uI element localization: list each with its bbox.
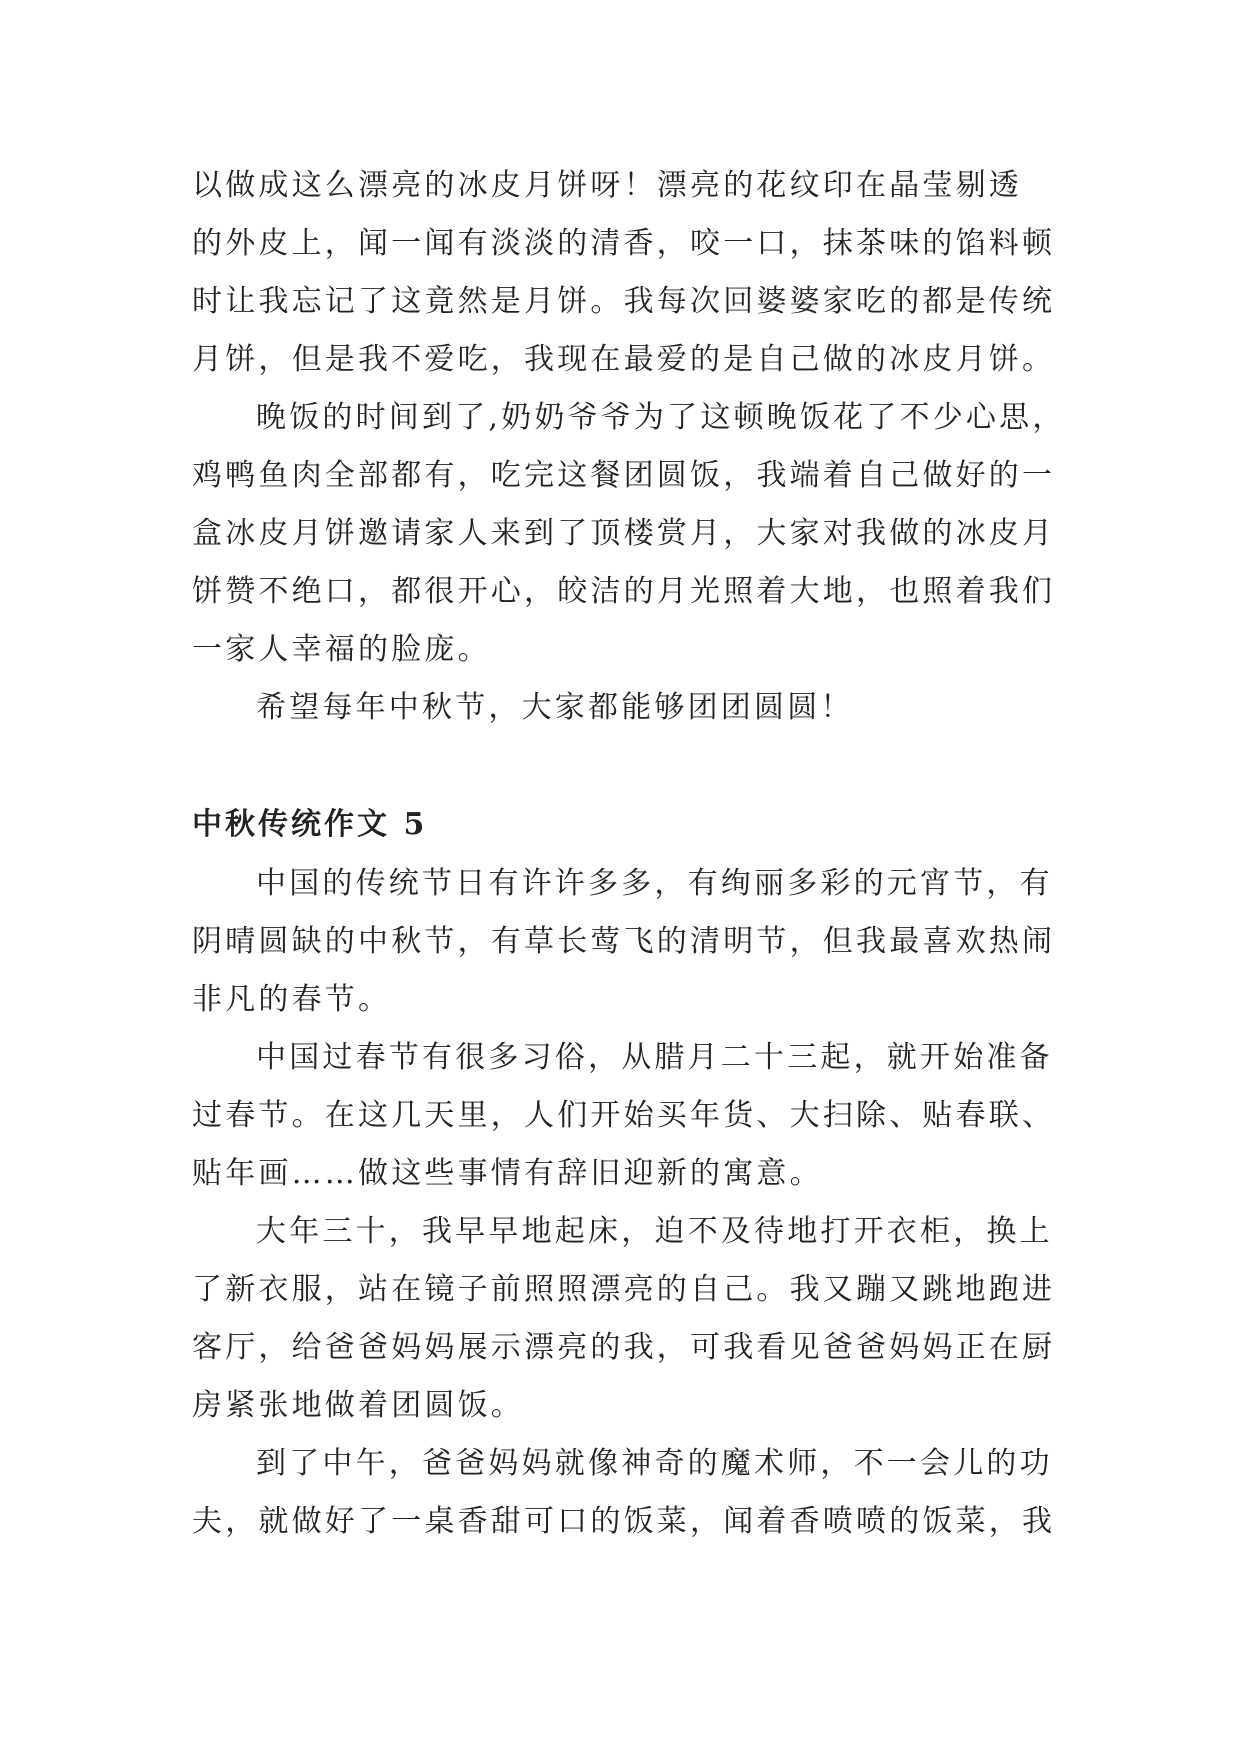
paragraph xyxy=(192,679,1072,737)
text-line: 以做成这么漂亮的冰皮月饼呀！漂亮的花纹印在晶莹剔透 xyxy=(192,168,1022,203)
text-line: 的外皮上，闻一闻有淡淡的清香，咬一口，抹茶味的馅料顿 xyxy=(192,226,1056,261)
text-line: 鸡鸭鱼肉全部都有，吃完这餐团圆饭，我端着自己做好的一 xyxy=(192,458,1056,493)
text-line: 中国的传统节日有许许多多，有绚丽多彩的元宵节，有 xyxy=(256,866,1053,901)
text-line: 客厅，给爸爸妈妈展示漂亮的我，可我看见爸爸妈妈正在厨 xyxy=(192,1330,1056,1365)
text-line: 盒冰皮月饼邀请家人来到了顶楼赏月，大家对我做的冰皮月 xyxy=(192,516,1056,551)
text-line: 到了中午，爸爸妈妈就像神奇的魔术师，不一会儿的功 xyxy=(256,1446,1053,1481)
paragraph xyxy=(192,1029,1072,1203)
text-line: 饼赞不绝口，都很开心，皎洁的月光照着大地，也照着我们 xyxy=(192,574,1056,609)
text-line: 大年三十，我早早地起床，迫不及待地打开衣柜，换上 xyxy=(256,1214,1053,1249)
essay-heading: 中秋传统作文 5 xyxy=(192,807,428,842)
text-line: 时让我忘记了这竟然是月饼。我每次回婆婆家吃的都是传统 xyxy=(192,284,1056,319)
text-line: 贴年画……做这些事情有辞旧迎新的寓意。 xyxy=(192,1156,823,1191)
text-line: 了新衣服，站在镜子前照照漂亮的自己。我又蹦又跳地跑进 xyxy=(192,1272,1056,1307)
text-line: 阴晴圆缺的中秋节，有草长莺飞的清明节，但我最喜欢热闹 xyxy=(192,924,1056,959)
text-line: 晚饭的时间到了,奶奶爷爷为了这顿晚饭花了不少心思， xyxy=(256,400,1066,435)
text-line: 非凡的春节。 xyxy=(192,982,392,1017)
essay-5-text xyxy=(192,855,1072,1551)
paragraph xyxy=(192,1203,1072,1435)
text-line: 一家人幸福的脸庞。 xyxy=(192,632,491,667)
text-line: 中国过春节有很多习俗，从腊月二十三起，就开始准备 xyxy=(256,1040,1053,1075)
paragraph xyxy=(192,157,1072,389)
text-line: 希望每年中秋节，大家都能够团团圆圆！ xyxy=(256,690,854,725)
text-line: 过春节。在这几天里，人们开始买年货、大扫除、贴春联、 xyxy=(192,1098,1056,1133)
section-heading-block xyxy=(192,796,1072,854)
text-line: 夫，就做好了一桌香甜可口的饭菜，闻着香喷喷的饭菜，我 xyxy=(192,1504,1056,1539)
paragraph xyxy=(192,1435,1072,1551)
text-line: 月饼，但是我不爱吃，我现在最爱的是自己做的冰皮月饼。 xyxy=(192,342,1056,377)
text-line: 房紧张地做着团圆饭。 xyxy=(192,1388,524,1423)
essay-4-text xyxy=(192,157,1072,737)
paragraph xyxy=(192,389,1072,679)
paragraph xyxy=(192,855,1072,1029)
